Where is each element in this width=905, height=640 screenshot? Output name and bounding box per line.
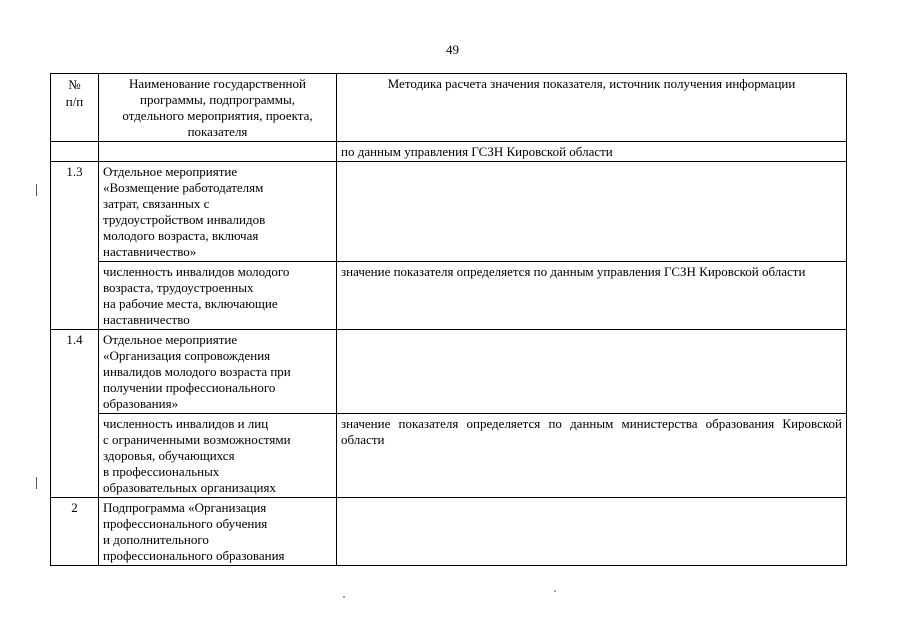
row-number: 1.3 [51,162,99,330]
row-method [337,498,847,566]
row-method [337,162,847,262]
table-row [51,262,847,330]
row-name: численность инвалидов и лиц с ограниченными возможностями здоровья, обучающихся в профессиональных образовательных организациях [99,414,337,498]
scan-speck [343,596,345,598]
row-name [99,142,337,162]
row-name: Отдельное мероприятие «Организация сопровождения инвалидов молодого возраста при получении профессионального образования» [99,330,337,414]
scan-mark [36,184,37,196]
header-method: Методика расчета значения показателя, источник получения информации [337,74,847,142]
header-number: № п/п [51,74,99,142]
row-name: численность инвалидов молодого возраста, трудоустроенных на рабочие места, включающие наставничество [99,262,337,330]
header-name: Наименование государственной программы, подпрограммы, отдельного мероприятия, проекта, показателя [99,74,337,142]
table-row [51,414,847,498]
page-number: 49 [446,42,459,57]
table-row [51,330,847,414]
row-method: значение показателя определяется по данным управления ГСЗН Кировской области [337,262,847,330]
row-number: 1.4 [51,330,99,498]
table-row [51,142,847,162]
row-method: значение показателя определяется по данным министерства образования Кировской области [337,414,847,498]
row-number: 2 [51,498,99,566]
scan-mark [36,477,37,489]
row-method: по данным управления ГСЗН Кировской области [337,142,847,162]
row-name: Подпрограмма «Организация профессионального обучения и дополнительного профессионального образования [99,498,337,566]
table-row [51,498,847,566]
row-name: Отдельное мероприятие «Возмещение работодателям затрат, связанных с трудоустройством инвалидов молодого возраста, включая наставничество» [99,162,337,262]
indicator-table [50,73,847,566]
table-row [51,162,847,262]
row-number [51,142,99,162]
table-header-row [51,74,847,142]
row-method [337,330,847,414]
scan-speck [554,590,556,592]
